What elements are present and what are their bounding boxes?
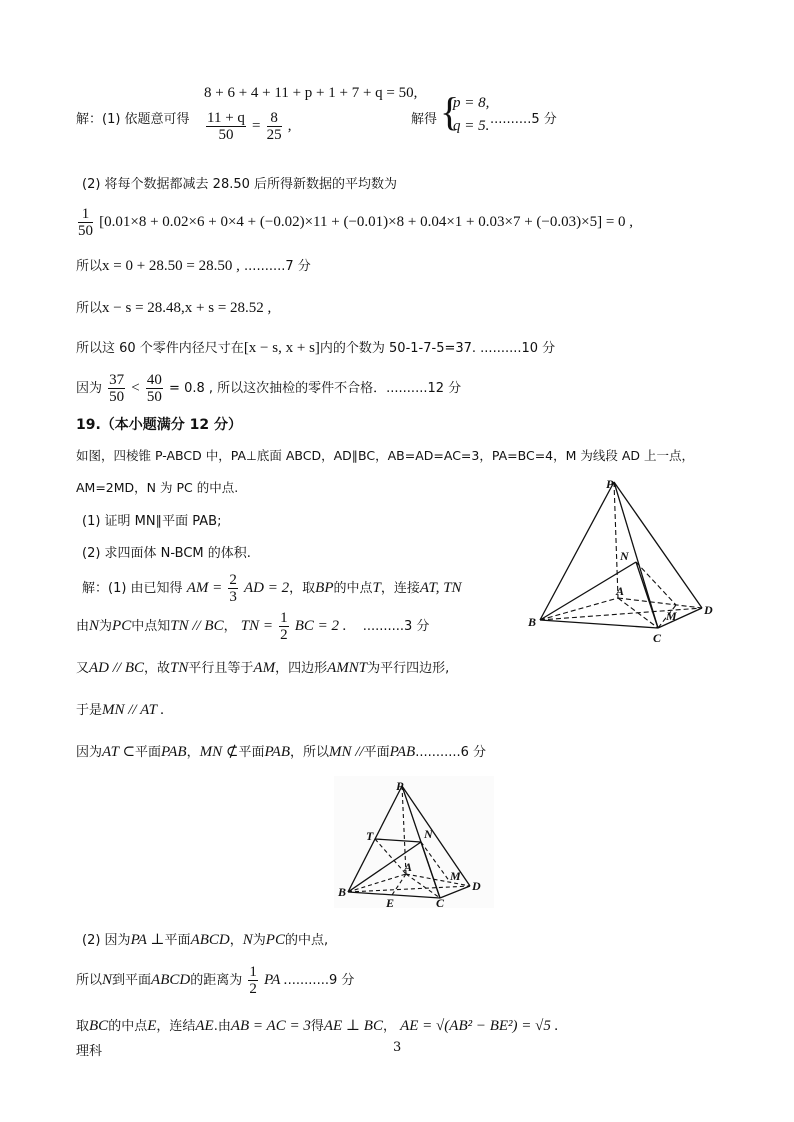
q19-stem-2: AM=2MD，N 为 PC 的中点. <box>76 480 239 495</box>
fig1-label-m: M <box>666 609 677 623</box>
fig2-label-n: N <box>424 827 433 841</box>
q18-score-7: ..........7 分 <box>244 259 311 274</box>
q18-ratio-line: 因为 $\frac{37}{50}$ < $\frac{40}{50}$ = 0.8 , 所以这次抽检的零件不合格．..........12 分 <box>76 372 462 405</box>
q19-frac-half-2: $\frac{1}{2}$ <box>249 964 257 997</box>
fig2-label-e: E <box>386 896 395 908</box>
q18-part2-intro: (2) 将每个数据都减去 28.50 后所得新数据的平均数为 <box>82 177 398 192</box>
q18-brace: { <box>440 89 460 134</box>
fig2-label-b: B <box>338 885 347 899</box>
q19-ask-2: (2) 求四面体 N-BCM 的体积. <box>82 546 251 561</box>
q18-eq2: $\frac{11 + q}{50}$ = $\frac{8}{25}$ , <box>207 110 292 143</box>
q18-ratio-fraction-2: $\frac{40}{50}$ <box>146 372 162 405</box>
q19-score-3: ..........3 分 <box>362 619 430 634</box>
q18-eq2-rhs-fraction: $\frac{8}{25}$ <box>266 110 282 143</box>
q18-solve-label: 解得 <box>411 112 438 127</box>
footer-subject: 理科 <box>76 1044 103 1059</box>
q19-sol-line-1: 解：(1) 由已知得 AM = $\frac{2}{3}$ AD = 2，取BP的中点T，连接AT, TN <box>82 572 462 605</box>
fig1-label-d: D <box>704 603 713 617</box>
q19-sol-line-2: 由N为PC中点知TN // BC， TN = $\frac{1}{2}$ BC = 2 . ..........3 分 <box>76 610 430 643</box>
q19-ask-1: (1) 证明 MN∥平面 PAB; <box>82 514 222 529</box>
fig1-label-n: N <box>620 549 629 563</box>
q19-sol-line-5: 因为AT ⊂平面PAB，MN ⊄平面PAB，所以MN //平面PAB...........6 分 <box>76 744 487 760</box>
pyramid-figure-2 <box>334 776 494 908</box>
q18-mean-expression: $\frac{1}{50}$ [0.01×8 + 0.02×6 + 0×4 + (−0.02)×11 + (−0.01)×8 + 0.04×1 + 0.03×7 + (−0.03)×5] = 0 , <box>78 206 634 239</box>
fig2-label-t: T <box>366 829 374 843</box>
q19-score-9: ..........9 分 <box>287 973 355 988</box>
q18-q-value: q = 5. <box>453 118 490 134</box>
fig1-label-p: P <box>606 477 614 491</box>
fig2-label-d: D <box>472 879 481 893</box>
q19-part2-line-2: 所以N到平面ABCD的距离为 $\frac{1}{2}$ PA ...........9 分 <box>76 964 355 997</box>
fig1-label-a: A <box>616 584 625 598</box>
q18-interval: [x − s, x + s] <box>243 340 320 356</box>
q19-score-6: ...........6 分 <box>415 745 487 760</box>
q18-sol1-label: 解：(1) 依题意可得 <box>76 112 190 127</box>
q18-eq2-fraction: $\frac{11 + q}{50}$ <box>207 110 245 143</box>
fig1-label-c: C <box>653 631 662 644</box>
fig2-label-p: P <box>396 779 404 793</box>
page-number: 3 <box>393 1040 402 1055</box>
q18-p-value: p = 8, <box>453 95 490 111</box>
q19-part2-line-1: (2) 因为PA ⊥平面ABCD，N为PC的中点, <box>82 932 329 948</box>
fig1-label-b: B <box>528 615 537 629</box>
fig2-label-m: M <box>450 869 461 883</box>
q19-sol-line-4: 于是MN // AT . <box>76 702 165 718</box>
q18-line-mean: 所以x = 0 + 28.50 = 28.50 , ..........7 分 <box>76 258 311 274</box>
q18-count-line: 所以这 60 个零件内径尺寸在[x − s, x + s]内的个数为 50-1-7-5=37. ..........10 分 <box>76 340 556 356</box>
fig2-label-a: A <box>404 860 413 874</box>
q19-frac-half-1: $\frac{1}{2}$ <box>280 610 288 643</box>
q19-sol-line-3: 又AD // BC，故TN平行且等于AM，四边形AMNT为平行四边形, <box>76 660 450 676</box>
pyramid-figure-1 <box>526 474 720 644</box>
q19-title: 19.（本小题满分 12 分） <box>76 417 243 433</box>
q19-stem-1: 如图，四棱锥 P-ABCD 中，PA⊥底面 ABCD，AD∥BC，AB=AD=AC=3，PA=BC=4，M 为线段 AD 上一点， <box>76 448 695 463</box>
q18-eq1: 8 + 6 + 4 + 11 + p + 1 + 7 + q = 50, <box>204 85 418 101</box>
q19-part2-line-3: 取BC的中点E，连结AE.由AB = AC = 3得AE ⊥ BC， AE = √(AB² − BE²) = √5 . <box>76 1018 559 1034</box>
q18-mean-fraction: $\frac{1}{50}$ <box>78 206 93 239</box>
q19-frac-two-thirds: $\frac{2}{3}$ <box>229 572 237 605</box>
q18-line-s: 所以x − s = 28.48,x + s = 28.52 , <box>76 300 272 316</box>
q18-score-5: ..........5 分 <box>490 112 557 127</box>
q18-ratio-fraction-1: $\frac{37}{50}$ <box>109 372 125 405</box>
fig2-label-c: C <box>436 896 445 908</box>
